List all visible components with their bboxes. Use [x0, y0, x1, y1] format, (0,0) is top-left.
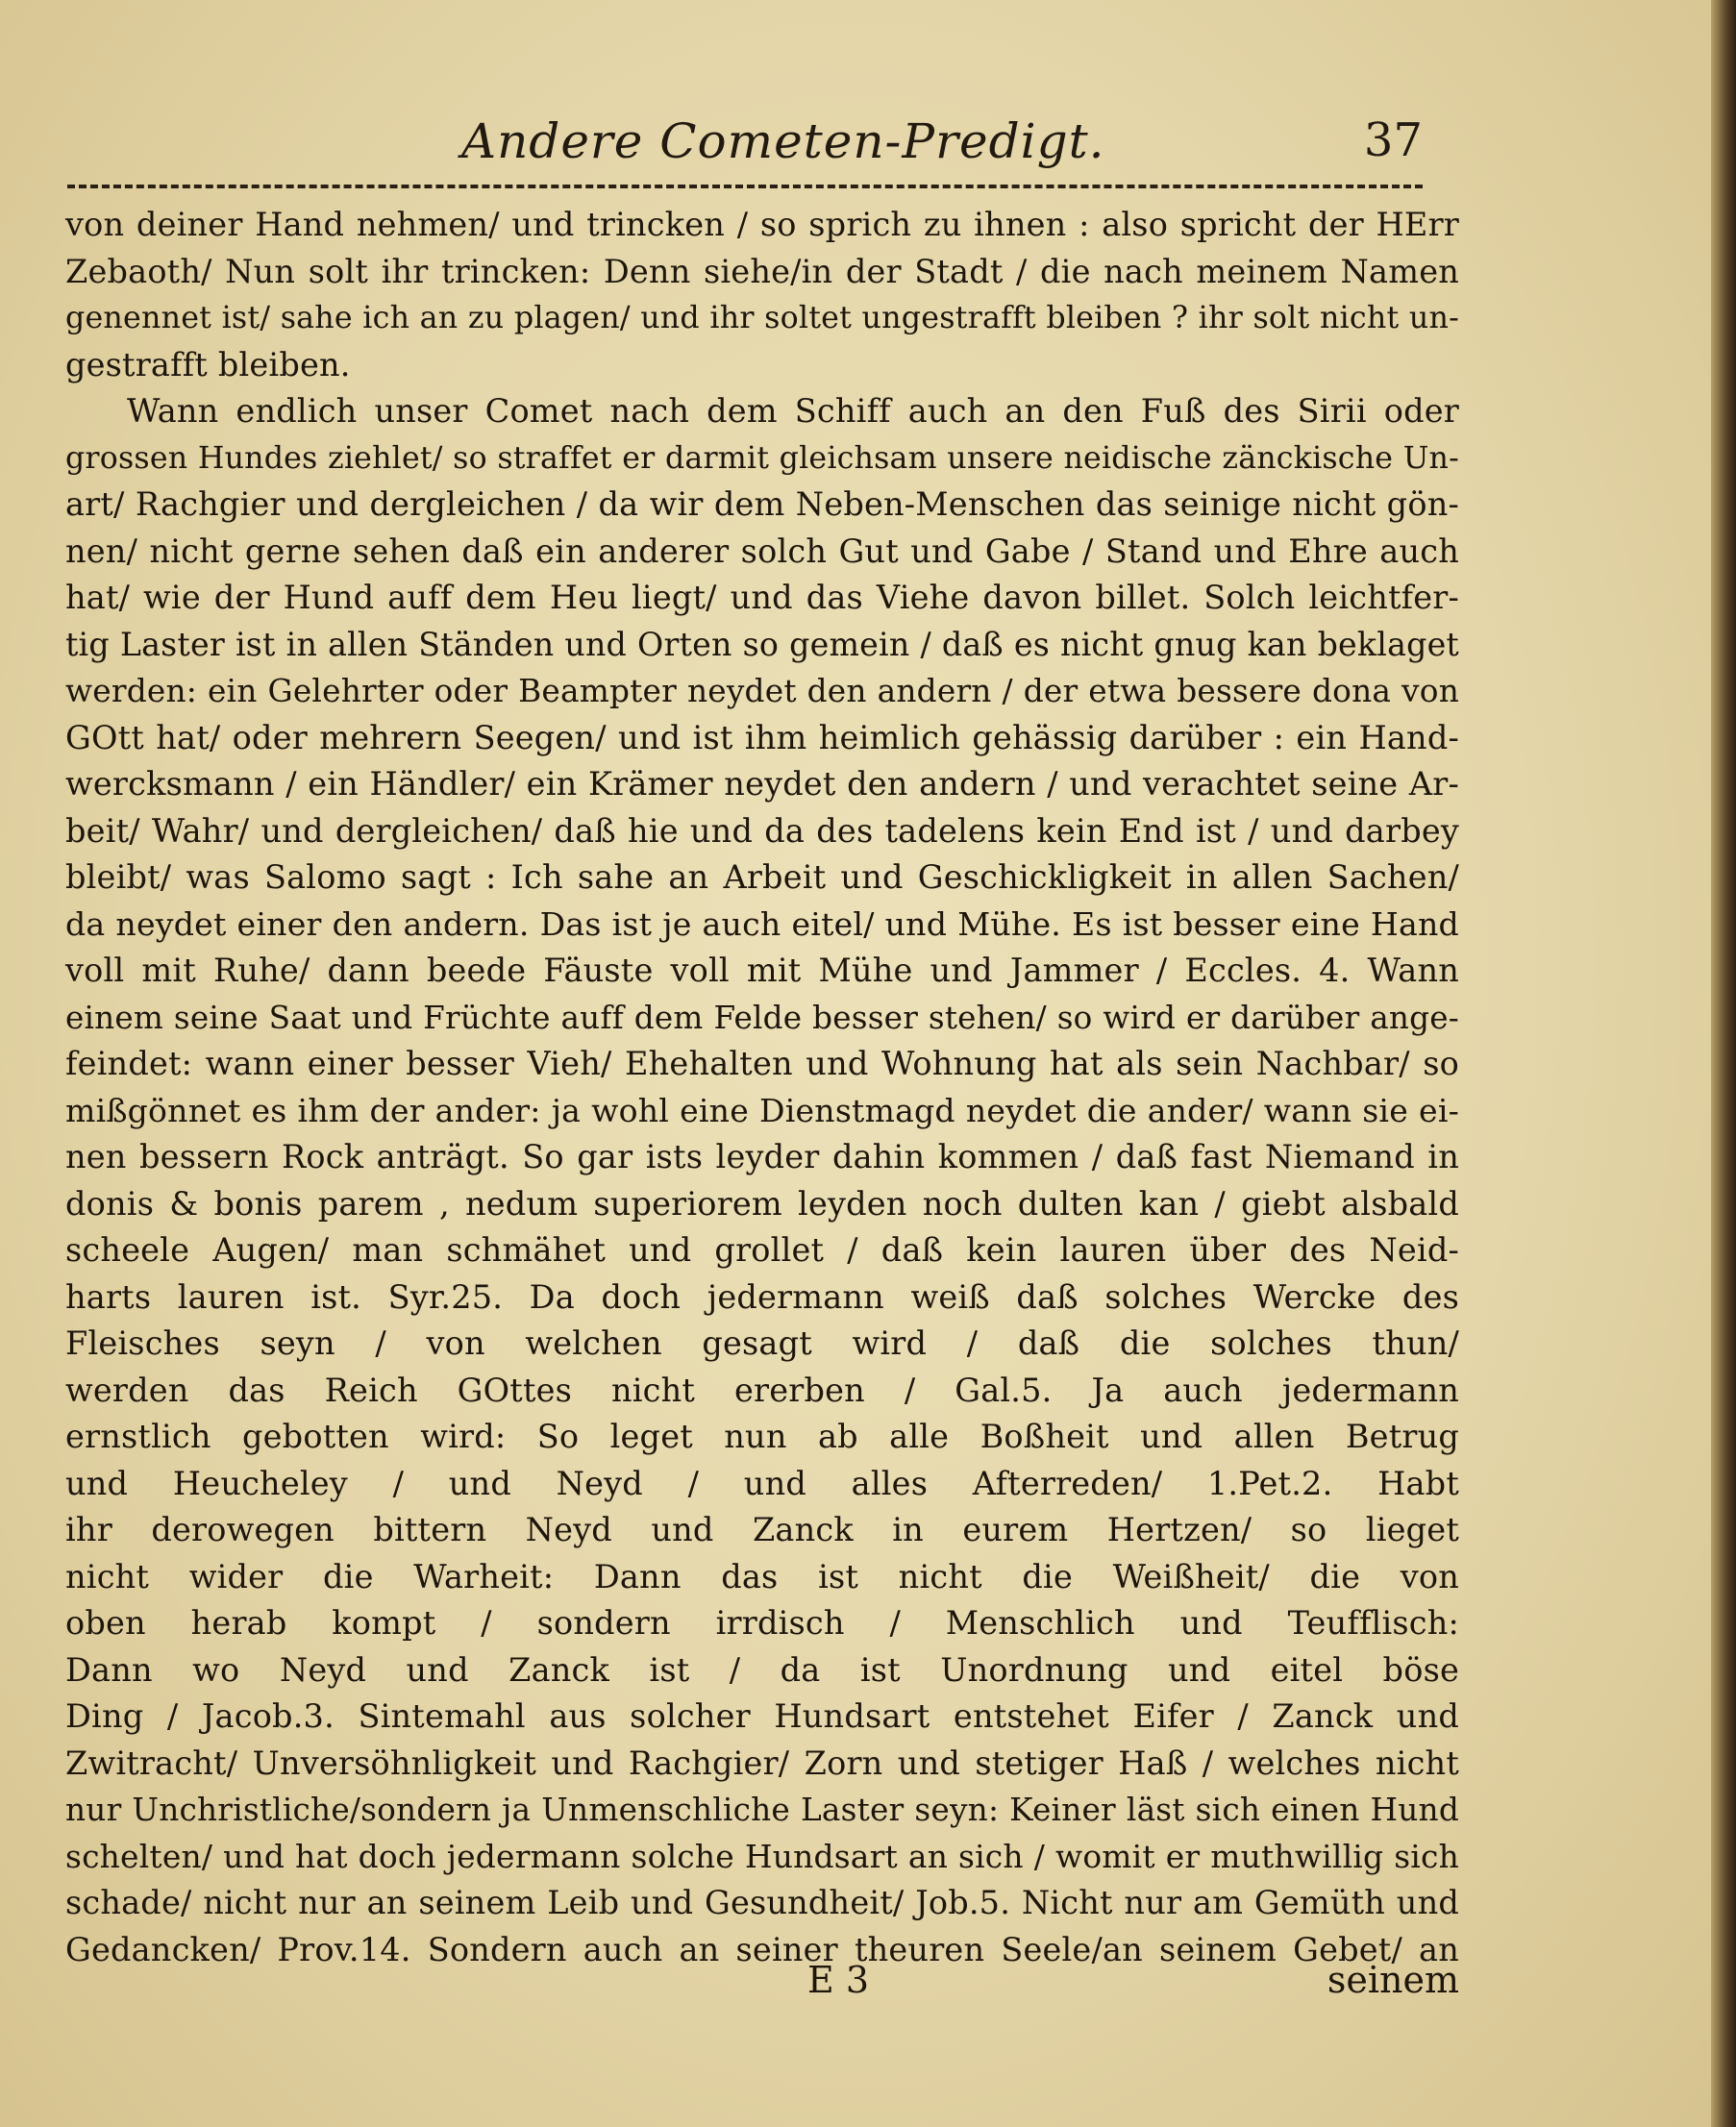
text-line: schade/ nicht nur an seinem Leib und Gesundheit/ Job.5. Nicht nur am Gemüth und [65, 1884, 1459, 1921]
text-line: voll mit Ruhe/ dann beede Fäuste voll mit Mühe und Jammer / Eccles. 4. Wann [65, 952, 1459, 989]
text-line: werden das Reich GOttes nicht ererben / Gal.5. Ja auch jedermann [65, 1371, 1459, 1409]
text-line: grossen Hundes ziehlet/ so straffet er darmit gleichsam unsere neidische zänckische Un- [65, 440, 1459, 476]
text-line: gestrafft bleiben. [65, 345, 351, 383]
text-line: schelten/ und hat doch jedermann solche Hundsart an sich / womit er muthwillig sich [65, 1837, 1459, 1875]
text-line: von deiner Hand nehmen/ und trincken / so sprich zu ihnen : also spricht der HErr [65, 206, 1459, 243]
text-line: Fleisches seyn / von welchen gesagt wird / daß die solches thun/ [65, 1324, 1459, 1362]
text-line: nen/ nicht gerne sehen daß ein anderer solch Gut und Gabe / Stand und Ehre auch [65, 532, 1459, 570]
text-line: ihr derowegen bittern Neyd und Zanck in eurem Hertzen/ so lieget [65, 1511, 1459, 1548]
text-line: Zebaoth/ Nun solt ihr trincken: Denn siehe/in der Stadt / die nach meinem Namen [65, 252, 1459, 290]
text-line: genennet ist/ sahe ich an zu plagen/ und ihr soltet ungestrafft bleiben ? ihr solt nicht un- [65, 301, 1459, 335]
page-footer [65, 1959, 1459, 2016]
text-line: einem seine Saat und Früchte auff dem Felde besser stehen/ so wird er darüber ange- [65, 999, 1459, 1036]
page-edge [1711, 0, 1736, 2127]
text-line: Zwitracht/ Unversöhnligkeit und Rachgier/ Zorn und stetiger Haß / welches nicht [65, 1744, 1459, 1782]
text-line: Gedancken/ Prov.14. Sondern auch an seiner theuren Seele/an seinem Gebet/ an [65, 1930, 1459, 1968]
text-line: bleibt/ was Salomo sagt : Ich sahe an Arbeit und Geschickligkeit in allen Sachen/ [65, 858, 1459, 896]
text-line: art/ Rachgier und dergleichen / da wir dem Neben-Menschen das seinige nicht gön- [65, 485, 1459, 523]
text-line: GOtt hat/ oder mehrern Seegen/ und ist ihm heimlich gehässig darüber : ein Hand- [65, 718, 1459, 756]
text-line: donis & bonis parem , nedum superiorem leyden noch dulten kan / giebt alsbald [65, 1184, 1459, 1223]
text-line: nen bessern Rock anträgt. So gar ists leyder dahin kommen / daß fast Niemand in [65, 1138, 1459, 1175]
text-line: scheele Augen/ man schmähet und grollet / daß kein lauren über des Neid- [65, 1231, 1459, 1269]
text-line: nur Unchristliche/sondern ja Unmenschliche Laster seyn: Keiner läst sich einen Hund [65, 1792, 1459, 1828]
text-line: ernstlich gebotten wird: So leget nun ab alle Boßheit und allen Betrug [65, 1418, 1459, 1455]
catchword: seinem [1327, 1959, 1459, 2001]
text-line: tig Laster ist in allen Ständen und Orten so gemein / daß es nicht gnug kan beklaget [65, 625, 1459, 663]
text-line: wercksmann / ein Händler/ ein Krämer neydet den andern / und verachtet seine Ar- [65, 765, 1459, 803]
text-line: Ding / Jacob.3. Sintemahl aus solcher Hundsart entstehet Eifer / Zanck und [65, 1697, 1459, 1735]
text-line: harts lauren ist. Syr.25. Da doch jedermann weiß daß solches Wercke des [65, 1277, 1459, 1316]
text-line: da neydet einer den andern. Das ist je auch eitel/ und Mühe. Es ist besser eine Hand [65, 904, 1459, 943]
text-line: Wann endlich unser Comet nach dem Schiff auch an den Fuß des Sirii oder [127, 392, 1459, 430]
page-header [67, 113, 1423, 181]
text-line: werden: ein Gelehrter oder Beampter neydet den andern / der etwa bessere dona von [65, 673, 1459, 709]
text-line: Dann wo Neyd und Zanck ist / da ist Unordnung und eitel böse [65, 1650, 1459, 1689]
text-line: hat/ wie der Hund auff dem Heu liegt/ und das Viehe davon billet. Solch leichtfer- [65, 579, 1459, 616]
running-title: Andere Cometen-Predigt. [461, 113, 1105, 169]
text-line: beit/ Wahr/ und dergleichen/ daß hie und da des tadelens kein End ist / und darbey [65, 811, 1459, 850]
text-line: mißgönnet es ihm der ander: ja wohl eine Dienstmagd neydet die ander/ wann sie ei- [65, 1091, 1459, 1129]
page-number: 37 [1363, 113, 1423, 167]
text-line: feindet: wann einer besser Vieh/ Ehehalten und Wohnung hat als sein Nachbar/ so [65, 1045, 1459, 1082]
text-line: nicht wider die Warheit: Dann das ist nicht die Weißheit/ die von [65, 1557, 1459, 1595]
header-rule [67, 185, 1423, 188]
text-line: und Heucheley / und Neyd / und alles Afterreden/ 1.Pet.2. Habt [65, 1464, 1459, 1502]
body-text [65, 202, 1459, 1973]
text-line: oben herab kompt / sondern irrdisch / Menschlich und Teufflisch: [65, 1604, 1459, 1642]
signature-mark: E 3 [807, 1959, 869, 2001]
